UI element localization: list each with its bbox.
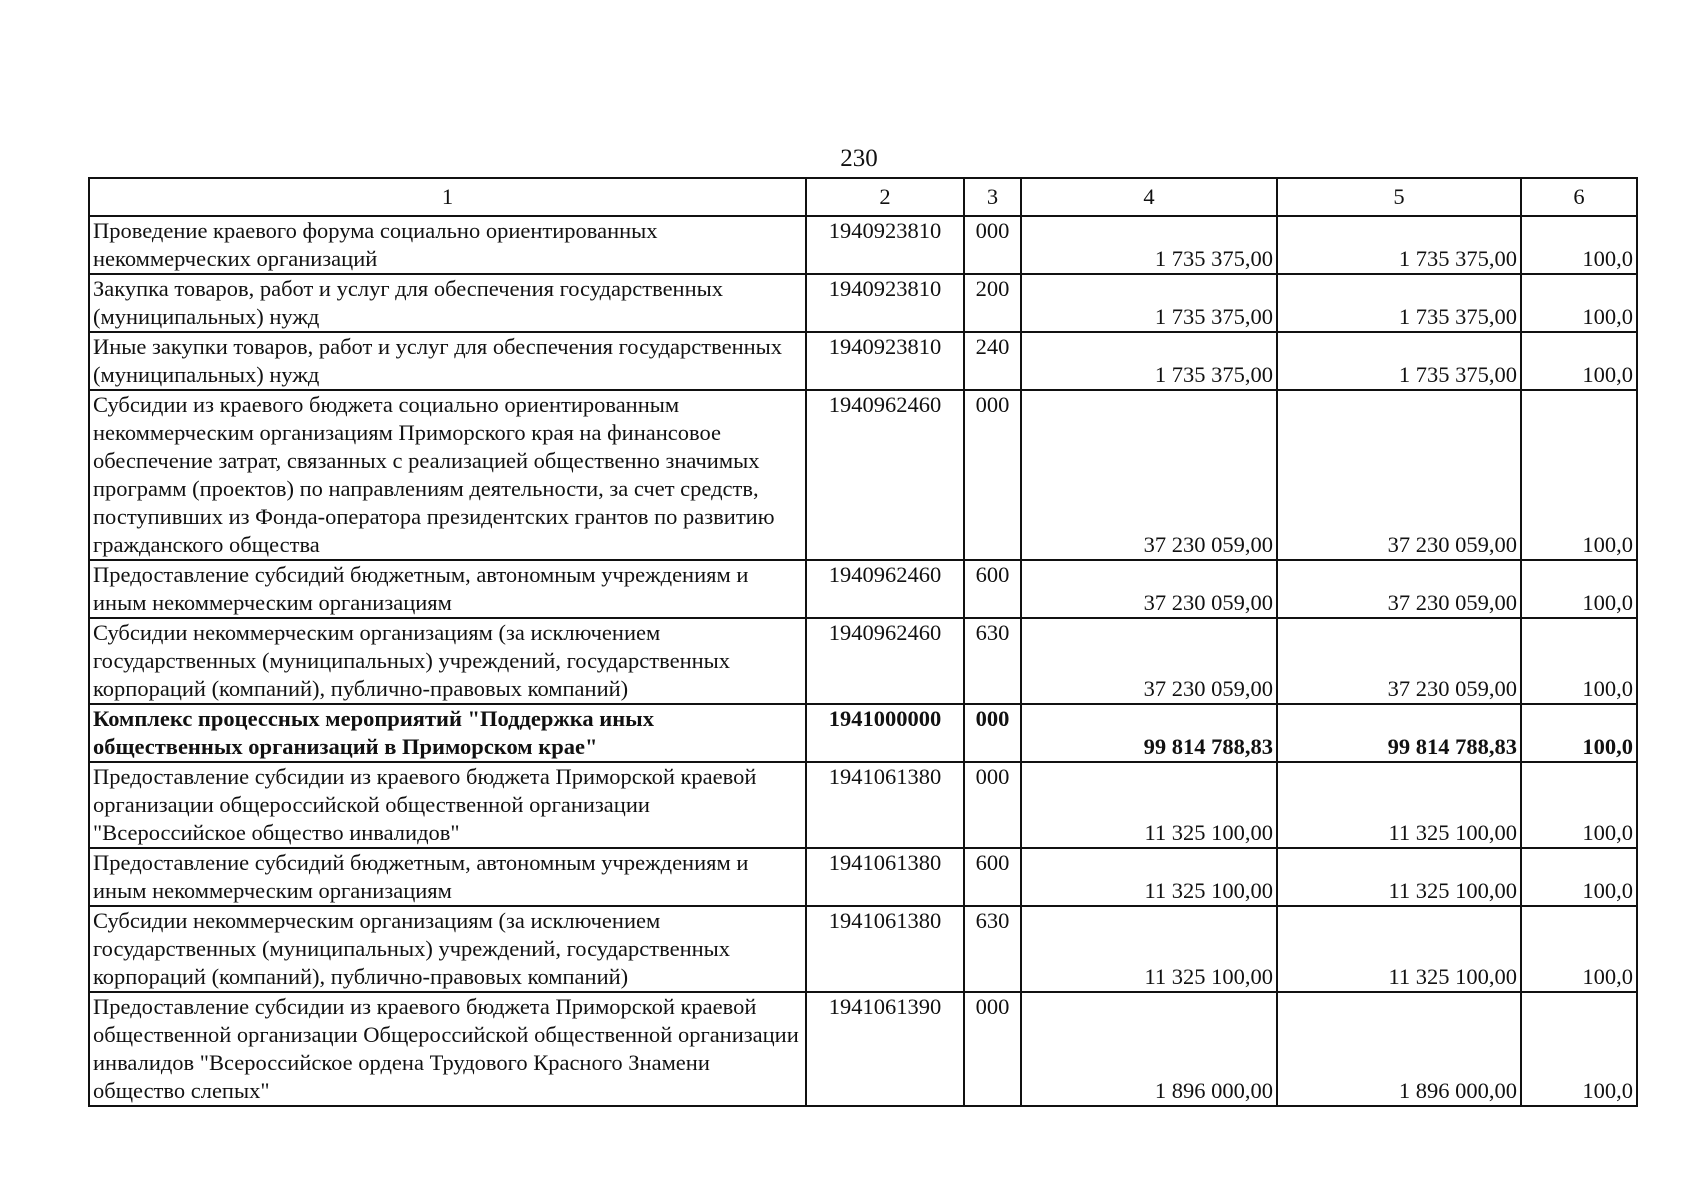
row-plan: 11 325 100,00 xyxy=(1021,762,1277,848)
row-fact: 37 230 059,00 xyxy=(1277,560,1521,618)
page-number: 230 xyxy=(840,145,878,172)
row-fact: 11 325 100,00 xyxy=(1277,848,1521,906)
row-fact: 99 814 788,83 xyxy=(1277,704,1521,762)
row-code: 1940923810 xyxy=(806,274,964,332)
column-header-5: 5 xyxy=(1277,178,1521,216)
table-row xyxy=(89,618,1637,704)
row-percent: 100,0 xyxy=(1521,618,1637,704)
table-row xyxy=(89,332,1637,390)
row-name: Субсидии некоммерческим организациям (за исключением государственных (муниципальных) учреждений, государственных корпораций (компаний), публично-правовых компаний) xyxy=(89,906,806,992)
row-name: Субсидии некоммерческим организациям (за исключением государственных (муниципальных) учреждений, государственных корпораций (компаний), публично-правовых компаний) xyxy=(89,618,806,704)
row-type: 630 xyxy=(964,618,1021,704)
row-percent: 100,0 xyxy=(1521,992,1637,1106)
column-header-3: 3 xyxy=(964,178,1021,216)
row-fact: 1 896 000,00 xyxy=(1277,992,1521,1106)
row-plan: 99 814 788,83 xyxy=(1021,704,1277,762)
row-fact: 11 325 100,00 xyxy=(1277,906,1521,992)
row-type: 000 xyxy=(964,390,1021,560)
row-code: 1941061380 xyxy=(806,848,964,906)
row-fact: 1 735 375,00 xyxy=(1277,332,1521,390)
row-plan: 11 325 100,00 xyxy=(1021,848,1277,906)
table-row xyxy=(89,390,1637,560)
row-fact: 37 230 059,00 xyxy=(1277,618,1521,704)
row-plan: 11 325 100,00 xyxy=(1021,906,1277,992)
row-percent: 100,0 xyxy=(1521,216,1637,274)
row-type: 240 xyxy=(964,332,1021,390)
row-percent: 100,0 xyxy=(1521,332,1637,390)
row-fact: 1 735 375,00 xyxy=(1277,216,1521,274)
row-type: 000 xyxy=(964,992,1021,1106)
row-code: 1940923810 xyxy=(806,216,964,274)
row-code: 1941061380 xyxy=(806,906,964,992)
row-code: 1940962460 xyxy=(806,618,964,704)
row-percent: 100,0 xyxy=(1521,704,1637,762)
row-name: Субсидии из краевого бюджета социально ориентированным некоммерческим организациям Приморского края на финансовое обеспечение затрат, связанных с реализацией общественно значимых программ (проектов) по направлениям деятельности, за счет средств, поступивших из Фонда-оператора президентских грантов по развитию гражданского общества xyxy=(89,390,806,560)
header-row xyxy=(89,178,1637,216)
row-name: Комплекс процессных мероприятий "Поддержка иных общественных организаций в Приморском крае" xyxy=(89,704,806,762)
row-plan: 37 230 059,00 xyxy=(1021,618,1277,704)
row-code: 1941061380 xyxy=(806,762,964,848)
column-header-4: 4 xyxy=(1021,178,1277,216)
row-fact: 37 230 059,00 xyxy=(1277,390,1521,560)
row-type: 000 xyxy=(964,762,1021,848)
row-plan: 1 735 375,00 xyxy=(1021,274,1277,332)
row-name: Предоставление субсидий бюджетным, автономным учреждениям и иным некоммерческим организациям xyxy=(89,848,806,906)
row-code: 1940962460 xyxy=(806,390,964,560)
row-type: 000 xyxy=(964,704,1021,762)
row-type: 600 xyxy=(964,560,1021,618)
table-row xyxy=(89,906,1637,992)
row-type: 000 xyxy=(964,216,1021,274)
row-percent: 100,0 xyxy=(1521,390,1637,560)
row-code: 1941061390 xyxy=(806,992,964,1106)
row-name: Предоставление субсидий бюджетным, автономным учреждениям и иным некоммерческим организациям xyxy=(89,560,806,618)
row-fact: 11 325 100,00 xyxy=(1277,762,1521,848)
row-plan: 37 230 059,00 xyxy=(1021,560,1277,618)
row-plan: 1 896 000,00 xyxy=(1021,992,1277,1106)
table-row-subtotal xyxy=(89,704,1637,762)
table-row xyxy=(89,216,1637,274)
row-fact: 1 735 375,00 xyxy=(1277,274,1521,332)
row-name: Закупка товаров, работ и услуг для обеспечения государственных (муниципальных) нужд xyxy=(89,274,806,332)
row-type: 200 xyxy=(964,274,1021,332)
row-plan: 37 230 059,00 xyxy=(1021,390,1277,560)
row-plan: 1 735 375,00 xyxy=(1021,332,1277,390)
table-row xyxy=(89,560,1637,618)
table-row xyxy=(89,274,1637,332)
row-name: Проведение краевого форума социально ориентированных некоммерческих организаций xyxy=(89,216,806,274)
row-type: 630 xyxy=(964,906,1021,992)
row-percent: 100,0 xyxy=(1521,762,1637,848)
row-name: Предоставление субсидии из краевого бюджета Приморской краевой организации общероссийской общественной организации "Всероссийское общество инвалидов" xyxy=(89,762,806,848)
row-name: Предоставление субсидии из краевого бюджета Приморской краевой общественной организации Общероссийской общественной организации инвалидов "Всероссийское ордена Трудового Красного Знамени общество слепых" xyxy=(89,992,806,1106)
row-percent: 100,0 xyxy=(1521,906,1637,992)
row-code: 1940923810 xyxy=(806,332,964,390)
column-header-6: 6 xyxy=(1521,178,1637,216)
table-row xyxy=(89,762,1637,848)
row-percent: 100,0 xyxy=(1521,274,1637,332)
column-header-2: 2 xyxy=(806,178,964,216)
row-code: 1941000000 xyxy=(806,704,964,762)
budget-table xyxy=(88,177,1638,1107)
row-code: 1940962460 xyxy=(806,560,964,618)
row-percent: 100,0 xyxy=(1521,560,1637,618)
table-row xyxy=(89,848,1637,906)
row-name: Иные закупки товаров, работ и услуг для обеспечения государственных (муниципальных) нужд xyxy=(89,332,806,390)
row-percent: 100,0 xyxy=(1521,848,1637,906)
column-header-1: 1 xyxy=(89,178,806,216)
row-plan: 1 735 375,00 xyxy=(1021,216,1277,274)
row-type: 600 xyxy=(964,848,1021,906)
table-row xyxy=(89,992,1637,1106)
